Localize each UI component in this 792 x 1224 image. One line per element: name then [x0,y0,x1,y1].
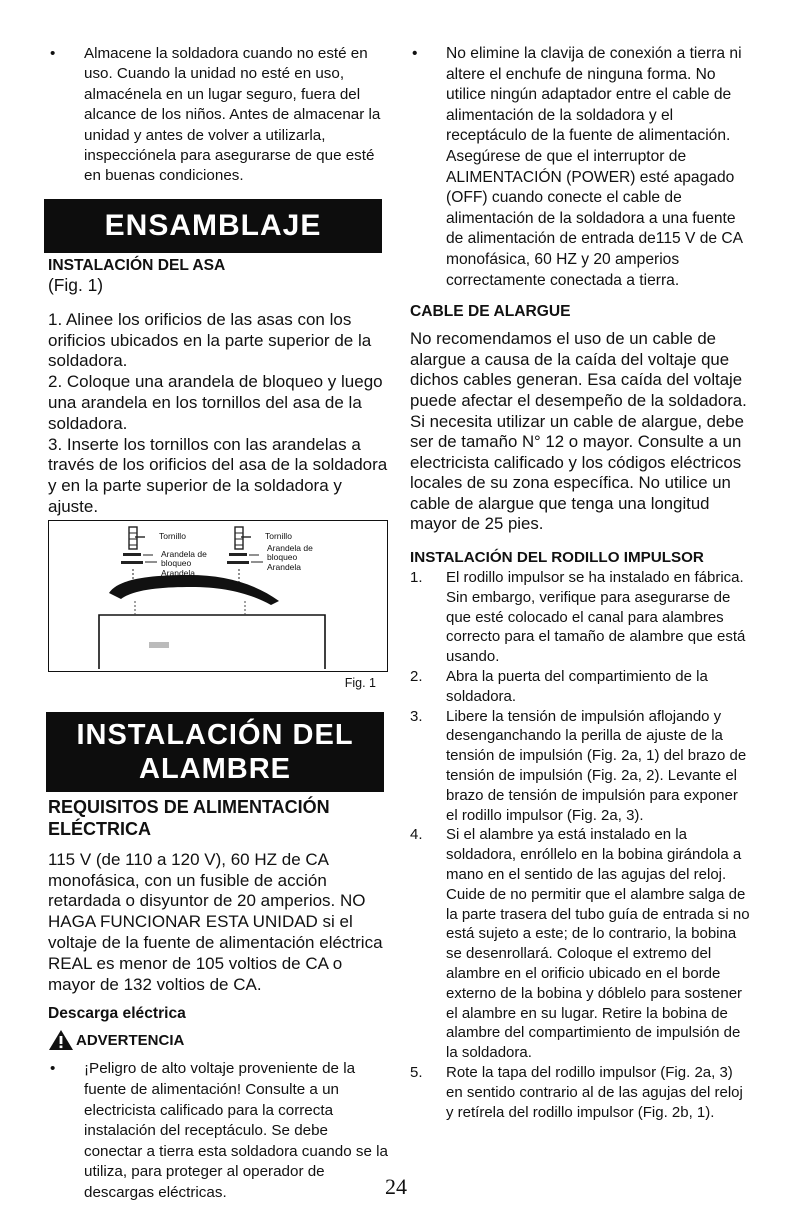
handle-fig-ref: (Fig. 1) [48,274,104,295]
power-requirements-text: 115 V (de 110 a 120 V), 60 HZ de CA monofásica, con un fusible de acción retardada o disyuntor de 20 amperios. NO HAGA FUNCIONAR ESTA UNIDAD si el voltaje de la fuente de alimentación eléctrica REAL es menor de 105 voltios de CA o mayor de 132 voltios de CA. [48,849,383,994]
extension-text: No recomendamos el uso de un cable de alargue a causa de la caída del voltaje que dichos cables generan. Esa caída del voltaje puede afectar el desempeño de la soldadora. Si necesita utilizar un cable de alargue, debe ser de tamaño N° 12 o mayor. Consulte a un electricista calificado y los códigos eléctricos locales de su zona específica. No utilice un cable de alargue que tenga una longitud mayor de 25 pies. [410,329,747,534]
roller-step-text: Libere la tensión de impulsión aflojando y desenganchando la perilla de ajuste de la tensión de impulsión (Fig. 2a, 1) del brazo de tensión de impulsión (Fig. 2a, 2). Levante el brazo de tensión de impulsión para exponer el rodillo impulsor (Fig. 2a, 3). [446,707,747,824]
storage-bullet [48,44,388,187]
figure-1 [48,520,388,672]
roller-step-text: Rote la tapa del rodillo impulsor (Fig. 2a, 3) en sentido contrario al de las agujas del reloj y retírela del rodillo impulsor (Fig. 2b, 1). [446,1063,743,1121]
page-number: 24 [385,1174,407,1199]
label-lockwasher-right-1: Arandela de [267,542,313,553]
handle-step-2: 2. Coloque una arandela de bloqueo y luego una arandela en los tornillos del asa de la soldadora. [48,372,383,433]
roller-step-number: 4. [410,826,423,844]
wire-install-banner [46,712,384,792]
roller-step [410,1063,750,1122]
roller-step-text: Si el alambre ya está instalado en la soldadora, enróllelo en la bobina girándola a mano en el sentido de las agujas del reloj. Cuide de no permitir que el alambre salga de la parte trasera del tubo guía de entrada si no está sujeto a este; de lo contrario, la bobina se desenrollará. Coloque el extremo del alambre en el orificio ubicado en el borde externo de la bobina y dóblelo para sostener el alambre en su lugar. Retire la bobina de alambre del compartimiento de impulsión de la soldadora. [446,826,750,1062]
roller-step [410,825,750,1063]
warning-label-text: ADVERTENCIA [76,1031,185,1049]
roller-step [410,667,750,707]
right-screw-icon [227,527,263,583]
storage-bullet-text: Almacene la soldadora cuando no esté en uso. Cuando la unidad no esté en uso, almacénela en un lugar seguro, fuera del alcance de los niños. Antes de almacenar la unidad y antes de volver a utilizarla, inspecciónela para asegurarse de que esté en buenas condiciones. [84,45,381,185]
power-heading-line-2: ELÉCTRICA [48,818,151,839]
handle-bar [109,575,279,605]
roller-step-number: 1. [410,569,423,587]
handle-step-1: 1. Alinee los orificios de las asas con los orificios ubicados en la parte superior de la soldadora. [48,309,372,371]
plug-bullet-text: No elimine la clavija de conexión a tierra ni altere el enchufe de ninguna forma. No utilice ningún adaptador entre el cable de alimentación de la soldadora y el receptáculo de la fuente de alimentación. Asegúrese de que el interruptor de ALIMENTACIÓN (POWER) esté apagado (OFF) cuando conecte el cable de alimentación de la soldadora a una fuente de alimentación de entrada de115 V de CA monofásica, 60 HZ y 20 amperios correctamente conectada a tierra. [446,45,743,289]
roller-heading: INSTALACIÓN DEL RODILLO IMPULSOR [410,549,704,567]
label-washer-left: Arandela [161,567,196,578]
roller-step [410,707,750,826]
label-lockwasher-left-1: Arandela de [161,548,207,559]
handle-heading: INSTALACIÓN DEL ASA [48,256,226,274]
label-screw-left: Tornillo [159,530,186,541]
roller-step [410,568,750,667]
handle-steps [48,310,388,518]
roller-step-text: Abra la puerta del compartimiento de la soldadora. [446,668,708,705]
label-screw-right: Tornillo [265,530,292,541]
bullet-marker: • [412,45,418,62]
extension-heading: CABLE DE ALARGUE [410,303,571,321]
wire-banner-line-2: ALAMBRE [139,752,291,785]
left-column [48,40,388,1204]
assembly-banner: ENSAMBLAJE [44,199,382,253]
label-lockwasher-left-2: bloqueo [161,557,192,568]
label-lockwasher-right-2: bloqueo [267,551,298,562]
handle-step-3: 3. Inserte los tornillos con las arandelas a través de los orificios del asa de la soldadora y en la parte superior de la soldadora y ajuste. [48,434,388,517]
figure-1-caption: Fig. 1 [344,675,376,690]
warning-label [48,1029,388,1051]
shock-heading: Descarga eléctrica [48,1005,186,1023]
left-screw-icon [121,527,157,583]
plug-bullet [410,44,750,291]
welder-body [99,615,325,669]
bullet-marker: • [50,45,56,62]
roller-step-number: 5. [410,1063,423,1081]
roller-step-number: 3. [410,707,423,725]
power-heading [48,796,388,840]
label-washer-right: Arandela [267,561,302,572]
warning-triangle-icon [48,1029,74,1051]
shock-bullet-text: ¡Peligro de alto voltaje proveniente de la fuente de alimentación! Consulte a un electricista calificado para la correcta instalación del receptáculo. Se debe conectar a tierra esta soldadora cuando se la utiliza, para proteger al operador de descargas eléctricas. [84,1060,388,1201]
wire-banner-line-1: INSTALACIÓN DEL [76,718,354,751]
bullet-marker: • [50,1060,56,1078]
roller-steps-list [410,568,750,1122]
right-column [410,40,750,1122]
roller-step-text: El rodillo impulsor se ha instalado en fábrica. Sin embargo, verifique para asegurarse de que esté colocado el canal para alambres correcto para el tamaño de alambre que está usando. [446,569,746,666]
power-heading-line-1: REQUISITOS DE ALIMENTACIÓN [48,796,330,817]
handle-illustration [49,521,385,669]
roller-step-number: 2. [410,668,423,686]
